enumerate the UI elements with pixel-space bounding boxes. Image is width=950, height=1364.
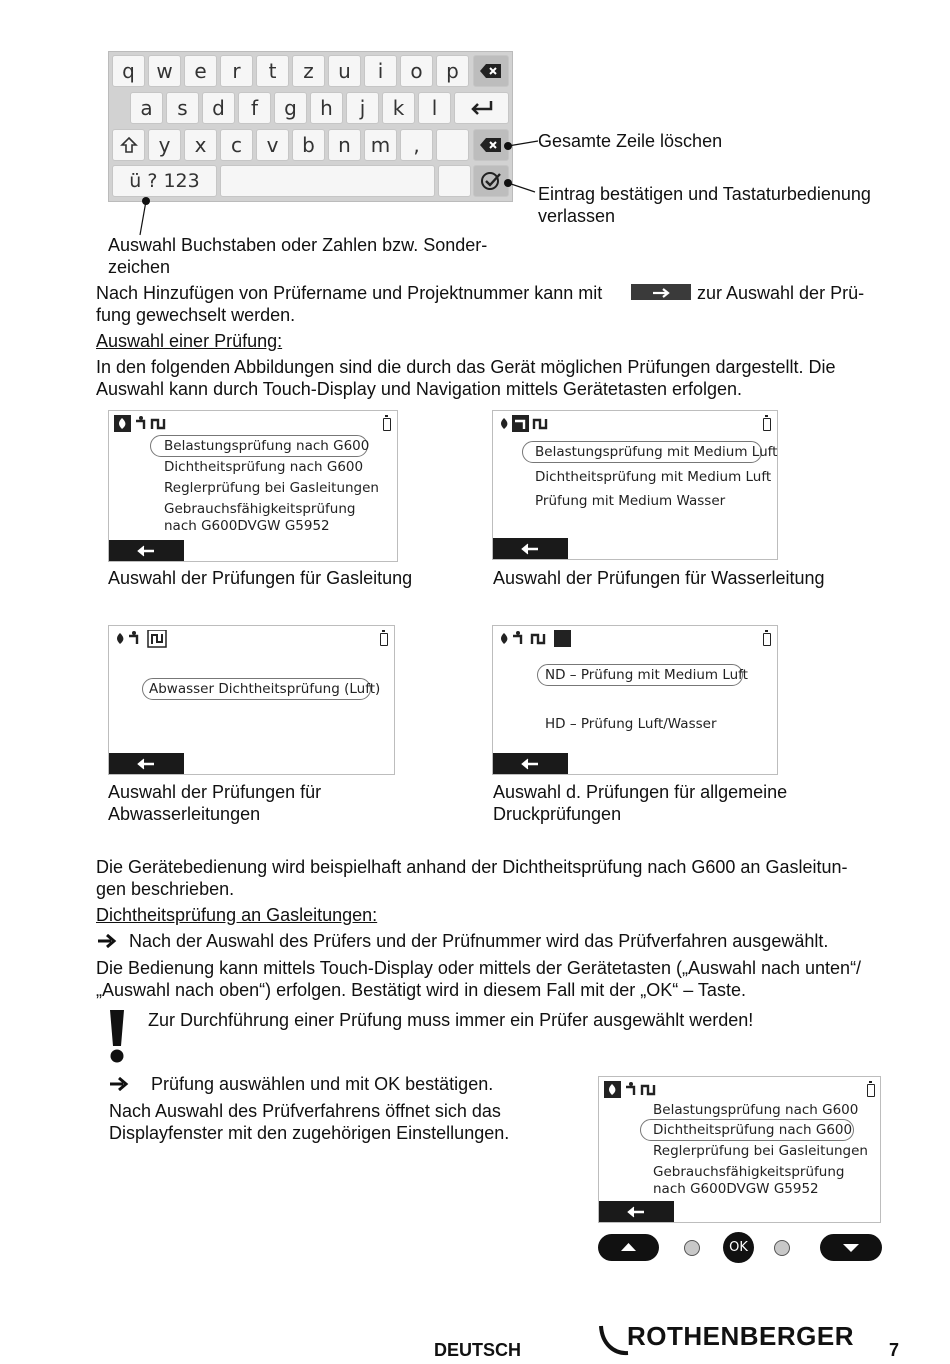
led-indicator-icon: [774, 1240, 790, 1256]
key-x: x: [184, 129, 217, 161]
mode-icons: [114, 415, 174, 433]
test-item: HD – Prüfung Luft/Wasser: [545, 716, 717, 732]
screen-gas-selected: [598, 1076, 881, 1223]
test-item: Belastungsprüfung mit Medium Luft: [535, 444, 778, 460]
test-item: Gebrauchsfähigkeitsprüfung: [164, 501, 356, 517]
warning-text: Zur Durchführung einer Prüfung muss immer ein Prüfer ausgewählt werden!: [148, 1010, 754, 1030]
key-comma: ,: [400, 129, 433, 161]
step2-text: Prüfung auswählen und mit OK bestätigen.: [151, 1074, 494, 1094]
key-m: m: [364, 129, 397, 161]
battery-icon: [763, 633, 771, 646]
caption-gas: Auswahl der Prüfungen für Gasleitung: [108, 568, 413, 588]
key-w: w: [148, 55, 181, 87]
callout-mode-line2: zeichen: [108, 257, 171, 277]
test-item: Dichtheitsprüfung nach G600: [653, 1122, 853, 1138]
mode-icons: [498, 630, 578, 648]
caption-pressure-line2: Druckprüfungen: [493, 804, 622, 824]
key-q: q: [112, 55, 145, 87]
callout-confirm-line1: Eintrag bestätigen und Tastaturbedienung: [538, 184, 871, 204]
mode-icons: [498, 415, 558, 433]
key-p: p: [436, 55, 469, 87]
test-item: Gebrauchsfähigkeitsprüfung: [653, 1164, 845, 1180]
battery-icon: [383, 418, 391, 431]
page-number: 7: [889, 1340, 900, 1360]
screen-pressure: [492, 625, 778, 775]
key-t: t: [256, 55, 289, 87]
battery-icon: [380, 633, 388, 646]
para5-line2: Displayfenster mit den zugehörigen Einstellungen.: [109, 1123, 510, 1143]
para1-line1-after: zur Auswahl der Prü-: [697, 283, 865, 303]
key-s: s: [166, 92, 199, 124]
heading-auswahl: Auswahl einer Prüfung:: [96, 331, 283, 351]
test-item: Dichtheitsprüfung mit Medium Luft: [535, 469, 772, 485]
key-l: l: [418, 92, 451, 124]
step1-text: Nach der Auswahl des Prüfers und der Prüfnummer wird das Prüfverfahren ausgewählt.: [129, 931, 829, 951]
para2-line2: Auswahl kann durch Touch-Display und Navigation mittels Gerätetasten erfolgen.: [96, 379, 743, 399]
footer-brand: ROTHENBERGER: [627, 1321, 855, 1351]
heading-dichtheit: Dichtheitsprüfung an Gasleitungen:: [96, 905, 378, 925]
test-item: nach G600DVGW G5952: [164, 518, 330, 534]
down-button-icon: [820, 1234, 882, 1261]
para4-line2: „Auswahl nach oben“) erfolgen. Bestätigt wird in diesem Fall mit der „OK“ – Taste.: [96, 980, 746, 1000]
up-button-icon: [598, 1234, 659, 1261]
key-r: r: [220, 55, 253, 87]
test-item: Reglerprüfung bei Gasleitungen: [164, 480, 379, 496]
test-item: Belastungsprüfung nach G600: [653, 1102, 859, 1118]
key-e: e: [184, 55, 217, 87]
exclamation-icon: [106, 1008, 128, 1064]
mode-switch-key: ü ? 123: [112, 165, 217, 197]
caption-waste-line2: Abwasserleitungen: [108, 804, 261, 824]
para3-line2: gen beschrieben.: [96, 879, 235, 899]
key-k: k: [382, 92, 415, 124]
key-i: i: [364, 55, 397, 87]
para2-line1: In den folgenden Abbildungen sind die durch das Gerät möglichen Prüfungen dargestellt. Die: [96, 357, 836, 377]
callout-mode-line1: Auswahl Buchstaben oder Zahlen bzw. Sonder-: [108, 235, 488, 255]
footer-language: DEUTSCH: [434, 1340, 522, 1360]
caption-pressure-line1: Auswahl d. Prüfungen für allgemeine: [493, 782, 788, 802]
mode-icons: [604, 1081, 664, 1099]
key-b: b: [292, 129, 325, 161]
back-arrow-icon: [493, 538, 568, 559]
test-item: ND – Prüfung mit Medium Luft: [545, 667, 748, 683]
test-item: Abwasser Dichtheitsprüfung (Luft): [149, 681, 381, 697]
next-arrow-icon: [631, 284, 691, 300]
key-z: z: [292, 55, 325, 87]
screen-waste-water: [108, 625, 395, 775]
para3-line1: Die Gerätebedienung wird beispielhaft anhand der Dichtheitsprüfung nach G600 an Gasleitun-: [96, 857, 848, 877]
callout-lines: [0, 0, 950, 260]
key-n: n: [328, 129, 361, 161]
back-arrow-icon: [599, 1201, 674, 1222]
key-y: y: [148, 129, 181, 161]
test-item: Belastungsprüfung nach G600: [164, 438, 370, 454]
key-d: d: [202, 92, 235, 124]
callout-confirm-line2: verlassen: [538, 206, 616, 226]
callout-clear-line: Gesamte Zeile löschen: [538, 131, 723, 151]
key-g: g: [274, 92, 307, 124]
para5-line1: Nach Auswahl des Prüfverfahrens öffnet sich das: [109, 1101, 501, 1121]
led-indicator-icon: [684, 1240, 700, 1256]
mode-icons: [114, 630, 174, 648]
screen-water: [492, 410, 778, 560]
back-arrow-icon: [109, 540, 184, 561]
key-c: c: [220, 129, 253, 161]
para1-line1-before: Nach Hinzufügen von Prüfername und Projektnummer kann mit: [96, 283, 603, 303]
battery-icon: [763, 418, 771, 431]
ok-button: OK: [723, 1232, 754, 1263]
key-a: a: [130, 92, 163, 124]
caption-water: Auswahl der Prüfungen für Wasserleitung: [493, 568, 825, 588]
key-f: f: [238, 92, 271, 124]
battery-icon: [867, 1084, 875, 1097]
key-v: v: [256, 129, 289, 161]
para1-line2: fung gewechselt werden.: [96, 305, 296, 325]
key-o: o: [400, 55, 433, 87]
back-arrow-icon: [109, 753, 184, 774]
key-h: h: [310, 92, 343, 124]
arrow-right-icon: [109, 1077, 129, 1091]
test-item: nach G600DVGW G5952: [653, 1181, 819, 1197]
key-u: u: [328, 55, 361, 87]
screen-gas: [108, 410, 398, 562]
test-item: Dichtheitsprüfung nach G600: [164, 459, 364, 475]
test-item: Reglerprüfung bei Gasleitungen: [653, 1143, 868, 1159]
key-j: j: [346, 92, 379, 124]
caption-waste-line1: Auswahl der Prüfungen für: [108, 782, 322, 802]
arrow-right-icon: [97, 934, 117, 948]
test-item: Prüfung mit Medium Wasser: [535, 493, 726, 509]
back-arrow-icon: [493, 753, 568, 774]
para4-line1: Die Bedienung kann mittels Touch-Display oder mittels der Gerätetasten („Auswahl nach unten“/: [96, 958, 862, 978]
